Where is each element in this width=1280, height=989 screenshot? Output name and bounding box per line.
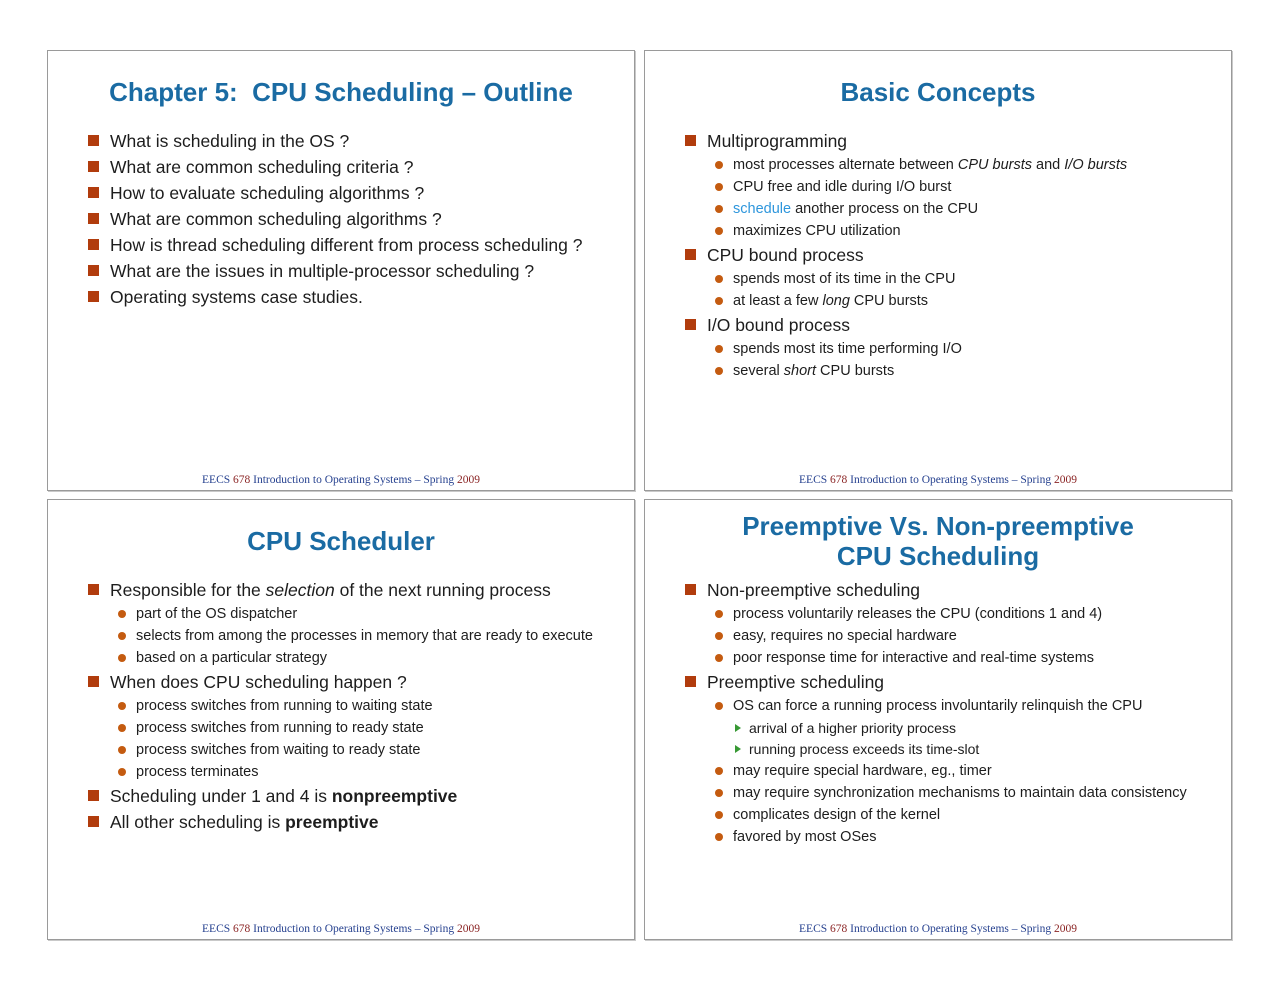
slide-footer: EECS 678 Introduction to Operating Systems – Spring 2009 bbox=[799, 923, 1077, 935]
bullet-item bbox=[685, 670, 1221, 694]
bullet-item bbox=[88, 129, 624, 153]
bullet-text: When does CPU scheduling happen ? bbox=[110, 672, 407, 692]
dot-bullet-icon bbox=[715, 297, 723, 305]
square-bullet-icon bbox=[88, 135, 99, 146]
dot-bullet-icon bbox=[715, 227, 723, 235]
bullet-text: What are common scheduling algorithms ? bbox=[110, 209, 442, 229]
bullet-item bbox=[715, 805, 1223, 825]
bullet-item bbox=[685, 313, 1221, 337]
bullet-text: All other scheduling is preemptive bbox=[110, 812, 379, 832]
bullet-text: Operating systems case studies. bbox=[110, 287, 363, 307]
bullet-item bbox=[88, 670, 624, 694]
square-bullet-icon bbox=[88, 816, 99, 827]
bullet-text: process switches from running to ready state bbox=[136, 720, 424, 736]
square-bullet-icon bbox=[88, 584, 99, 595]
bullet-item bbox=[88, 181, 624, 205]
dot-bullet-icon bbox=[118, 724, 126, 732]
bullet-list bbox=[645, 129, 1231, 381]
bullet-item bbox=[88, 784, 624, 808]
square-bullet-icon bbox=[88, 187, 99, 198]
bullet-item bbox=[715, 291, 1223, 311]
bullet-item bbox=[715, 783, 1223, 803]
bullet-item bbox=[715, 696, 1223, 716]
square-bullet-icon bbox=[685, 584, 696, 595]
bullet-text: selects from among the processes in memory that are ready to execute bbox=[136, 628, 593, 644]
bullet-item bbox=[88, 259, 624, 283]
bullet-item bbox=[118, 604, 626, 624]
bullet-item bbox=[735, 739, 1223, 759]
bullet-text: What are the issues in multiple-processor scheduling ? bbox=[110, 261, 535, 281]
bullet-text: spends most its time performing I/O bbox=[733, 341, 962, 357]
slide-title: Preemptive Vs. Non-preemptive CPU Scheduling bbox=[742, 511, 1134, 571]
dot-bullet-icon bbox=[715, 702, 723, 710]
dot-bullet-icon bbox=[715, 767, 723, 775]
dot-bullet-icon bbox=[118, 702, 126, 710]
dot-bullet-icon bbox=[118, 654, 126, 662]
bullet-text: Preemptive scheduling bbox=[707, 672, 885, 692]
dot-bullet-icon bbox=[715, 345, 723, 353]
bullet-text: most processes alternate between CPU bursts and I/O bursts bbox=[733, 157, 1128, 173]
bullet-item bbox=[685, 129, 1221, 153]
bullet-item bbox=[715, 604, 1223, 624]
dot-bullet-icon bbox=[715, 275, 723, 283]
dot-bullet-icon bbox=[118, 632, 126, 640]
bullet-item bbox=[715, 269, 1223, 289]
bullet-text: favored by most OSes bbox=[733, 829, 877, 845]
bullet-text: OS can force a running process involuntarily relinquish the CPU bbox=[733, 698, 1143, 714]
dot-bullet-icon bbox=[715, 654, 723, 662]
bullet-text: schedule another process on the CPU bbox=[733, 201, 979, 217]
slide-preemptive-vs-nonpreemptive bbox=[644, 499, 1232, 940]
square-bullet-icon bbox=[88, 265, 99, 276]
bullet-item bbox=[88, 155, 624, 179]
bullet-text: based on a particular strategy bbox=[136, 650, 328, 666]
square-bullet-icon bbox=[685, 676, 696, 687]
bullet-text: CPU bound process bbox=[707, 245, 864, 265]
bullet-item bbox=[715, 827, 1223, 847]
dot-bullet-icon bbox=[715, 367, 723, 375]
bullet-text: I/O bound process bbox=[707, 315, 850, 335]
slide-footer: EECS 678 Introduction to Operating Systems – Spring 2009 bbox=[202, 923, 480, 935]
bullet-text: Non-preemptive scheduling bbox=[707, 580, 921, 600]
square-bullet-icon bbox=[685, 135, 696, 146]
dot-bullet-icon bbox=[118, 746, 126, 754]
bullet-text: several short CPU bursts bbox=[733, 363, 895, 379]
bullet-item bbox=[118, 696, 626, 716]
bullet-item bbox=[735, 718, 1223, 738]
bullet-text: maximizes CPU utilization bbox=[733, 223, 901, 239]
bullet-item bbox=[715, 155, 1223, 175]
bullet-item bbox=[88, 233, 624, 257]
dot-bullet-icon bbox=[715, 183, 723, 191]
dot-bullet-icon bbox=[715, 610, 723, 618]
bullet-list bbox=[48, 129, 634, 309]
bullet-text: may require special hardware, eg., timer bbox=[733, 763, 992, 779]
bullet-item bbox=[715, 361, 1223, 381]
bullet-text: process terminates bbox=[136, 764, 259, 780]
dot-bullet-icon bbox=[715, 789, 723, 797]
bullet-item bbox=[88, 207, 624, 231]
dot-bullet-icon bbox=[715, 811, 723, 819]
bullet-item bbox=[118, 626, 626, 646]
bullet-text: process switches from running to waiting state bbox=[136, 698, 433, 714]
bullet-item bbox=[88, 810, 624, 834]
dot-bullet-icon bbox=[118, 768, 126, 776]
bullet-item bbox=[118, 762, 626, 782]
bullet-text: arrival of a higher priority process bbox=[749, 720, 956, 736]
dot-bullet-icon bbox=[715, 205, 723, 213]
bullet-text: complicates design of the kernel bbox=[733, 807, 941, 823]
bullet-text: poor response time for interactive and real-time systems bbox=[733, 650, 1095, 666]
slide-footer: EECS 678 Introduction to Operating Systems – Spring 2009 bbox=[799, 474, 1077, 486]
square-bullet-icon bbox=[685, 319, 696, 330]
bullet-text: running process exceeds its time-slot bbox=[749, 741, 980, 757]
square-bullet-icon bbox=[685, 249, 696, 260]
bullet-text: process switches from waiting to ready state bbox=[136, 742, 421, 758]
bullet-item bbox=[88, 285, 624, 309]
bullet-item bbox=[715, 648, 1223, 668]
square-bullet-icon bbox=[88, 676, 99, 687]
bullet-text: process voluntarily releases the CPU (conditions 1 and 4) bbox=[733, 606, 1103, 622]
bullet-text: What are common scheduling criteria ? bbox=[110, 157, 414, 177]
dot-bullet-icon bbox=[715, 632, 723, 640]
bullet-item bbox=[118, 740, 626, 760]
arrow-bullet-icon bbox=[735, 724, 741, 732]
slide-title: Chapter 5: CPU Scheduling – Outline bbox=[109, 77, 573, 107]
bullet-text: Multiprogramming bbox=[707, 131, 848, 151]
square-bullet-icon bbox=[88, 213, 99, 224]
square-bullet-icon bbox=[88, 790, 99, 801]
bullet-item bbox=[118, 718, 626, 738]
slide-cpu-scheduler bbox=[47, 499, 635, 940]
bullet-item bbox=[715, 177, 1223, 197]
slide-title: CPU Scheduler bbox=[247, 526, 435, 556]
bullet-item bbox=[88, 578, 624, 602]
bullet-text: Responsible for the selection of the next running process bbox=[110, 580, 551, 600]
slide-footer: EECS 678 Introduction to Operating Systems – Spring 2009 bbox=[202, 474, 480, 486]
arrow-bullet-icon bbox=[735, 745, 741, 753]
bullet-item bbox=[118, 648, 626, 668]
bullet-list bbox=[645, 578, 1231, 847]
square-bullet-icon bbox=[88, 161, 99, 172]
bullet-text: at least a few long CPU bursts bbox=[733, 293, 929, 309]
bullet-text: CPU free and idle during I/O burst bbox=[733, 179, 952, 195]
bullet-text: Scheduling under 1 and 4 is nonpreemptive bbox=[110, 786, 458, 806]
bullet-list bbox=[48, 578, 634, 834]
bullet-item bbox=[685, 243, 1221, 267]
dot-bullet-icon bbox=[715, 161, 723, 169]
bullet-item bbox=[715, 221, 1223, 241]
bullet-item bbox=[715, 761, 1223, 781]
bullet-text: easy, requires no special hardware bbox=[733, 628, 957, 644]
slide-basic-concepts bbox=[644, 50, 1232, 491]
bullet-text: spends most of its time in the CPU bbox=[733, 271, 956, 287]
bullet-item bbox=[685, 578, 1221, 602]
bullet-item bbox=[715, 339, 1223, 359]
bullet-text: How to evaluate scheduling algorithms ? bbox=[110, 183, 425, 203]
dot-bullet-icon bbox=[118, 610, 126, 618]
dot-bullet-icon bbox=[715, 833, 723, 841]
bullet-text: part of the OS dispatcher bbox=[136, 606, 298, 622]
bullet-text: How is thread scheduling different from process scheduling ? bbox=[110, 235, 583, 255]
square-bullet-icon bbox=[88, 239, 99, 250]
slide-chapter-outline bbox=[47, 50, 635, 491]
bullet-item bbox=[715, 626, 1223, 646]
bullet-text: What is scheduling in the OS ? bbox=[110, 131, 350, 151]
square-bullet-icon bbox=[88, 291, 99, 302]
bullet-text: may require synchronization mechanisms to maintain data consistency bbox=[733, 785, 1187, 801]
bullet-item bbox=[715, 199, 1223, 219]
slide-title: Basic Concepts bbox=[840, 77, 1036, 107]
